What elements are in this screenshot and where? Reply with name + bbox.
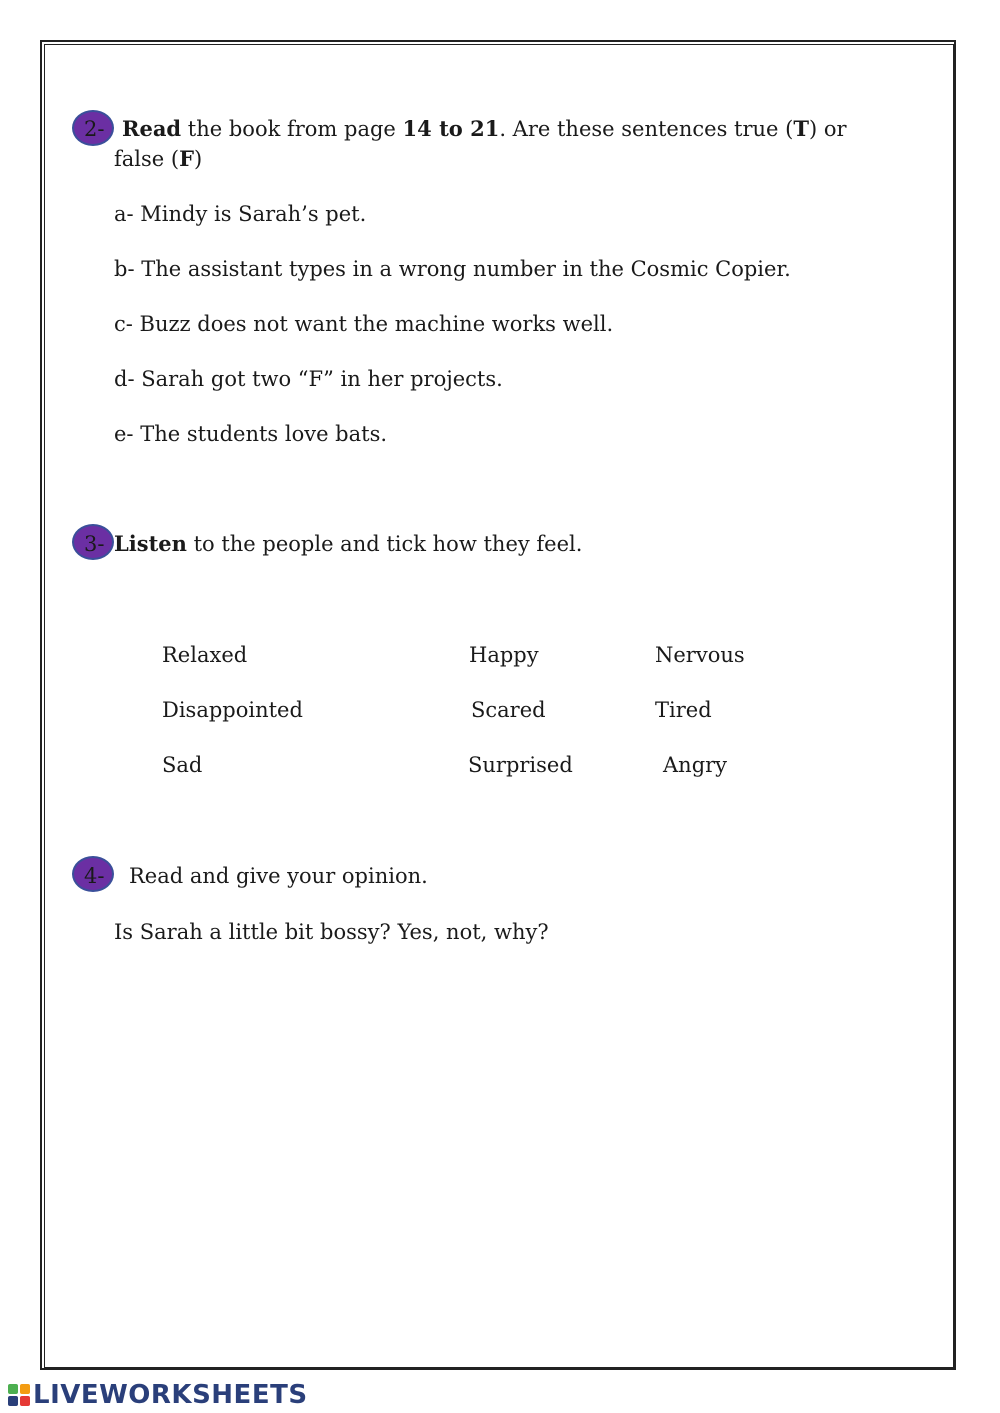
statement-b: b- The assistant types in a wrong number in the Cosmic Copier. — [114, 257, 791, 281]
logo-square-red — [20, 1396, 30, 1406]
exercise-4-instruction: Read and give your opinion. — [129, 864, 428, 888]
liveworksheets-icon — [8, 1384, 30, 1406]
feeling-tired: Tired — [655, 698, 712, 722]
statement-d: d- Sarah got two “F” in her projects. — [114, 367, 503, 391]
logo-square-blue — [8, 1396, 18, 1406]
liveworksheets-brand-text: LIVEWORKSHEETS — [33, 1380, 308, 1410]
feeling-surprised: Surprised — [468, 753, 573, 777]
feeling-angry: Angry — [663, 753, 728, 777]
exercise-3-number: 3- — [84, 532, 105, 556]
instruction-text-d: false ( — [114, 147, 180, 171]
listen-keyword: Listen — [114, 531, 187, 556]
exercise-2-instruction-line-2 — [114, 144, 202, 174]
feeling-happy: Happy — [469, 643, 539, 667]
liveworksheets-logo — [8, 1380, 308, 1410]
statement-e: e- The students love bats. — [114, 422, 388, 446]
true-letter: T — [793, 116, 809, 141]
feeling-disappointed: Disappointed — [162, 698, 303, 722]
instruction-text-a: the book from page — [181, 117, 403, 141]
logo-square-green — [8, 1384, 18, 1394]
page-range: 14 to 21 — [402, 116, 500, 141]
exercise-4-question: Is Sarah a little bit bossy? Yes, not, why? — [114, 920, 549, 944]
feeling-sad: Sad — [162, 753, 203, 777]
instruction-text-e: ) — [194, 147, 203, 171]
instruction-text: to the people and tick how they feel. — [186, 532, 583, 556]
instruction-text-c: ) or — [808, 117, 847, 141]
statement-a: a- Mindy is Sarah’s pet. — [114, 202, 367, 226]
statement-c: c- Buzz does not want the machine works well. — [114, 312, 614, 336]
feeling-relaxed: Relaxed — [162, 643, 248, 667]
false-letter: F — [179, 146, 195, 171]
instruction-text-b: . Are these sentences true ( — [499, 117, 794, 141]
read-keyword: Read — [122, 116, 182, 141]
exercise-2-number: 2- — [84, 117, 105, 141]
feeling-scared: Scared — [471, 698, 546, 722]
exercise-3-instruction — [114, 529, 582, 559]
exercise-2-instruction-line-1 — [122, 114, 847, 144]
feeling-nervous: Nervous — [655, 643, 745, 667]
logo-square-orange — [20, 1384, 30, 1394]
exercise-4-number: 4- — [84, 864, 105, 888]
